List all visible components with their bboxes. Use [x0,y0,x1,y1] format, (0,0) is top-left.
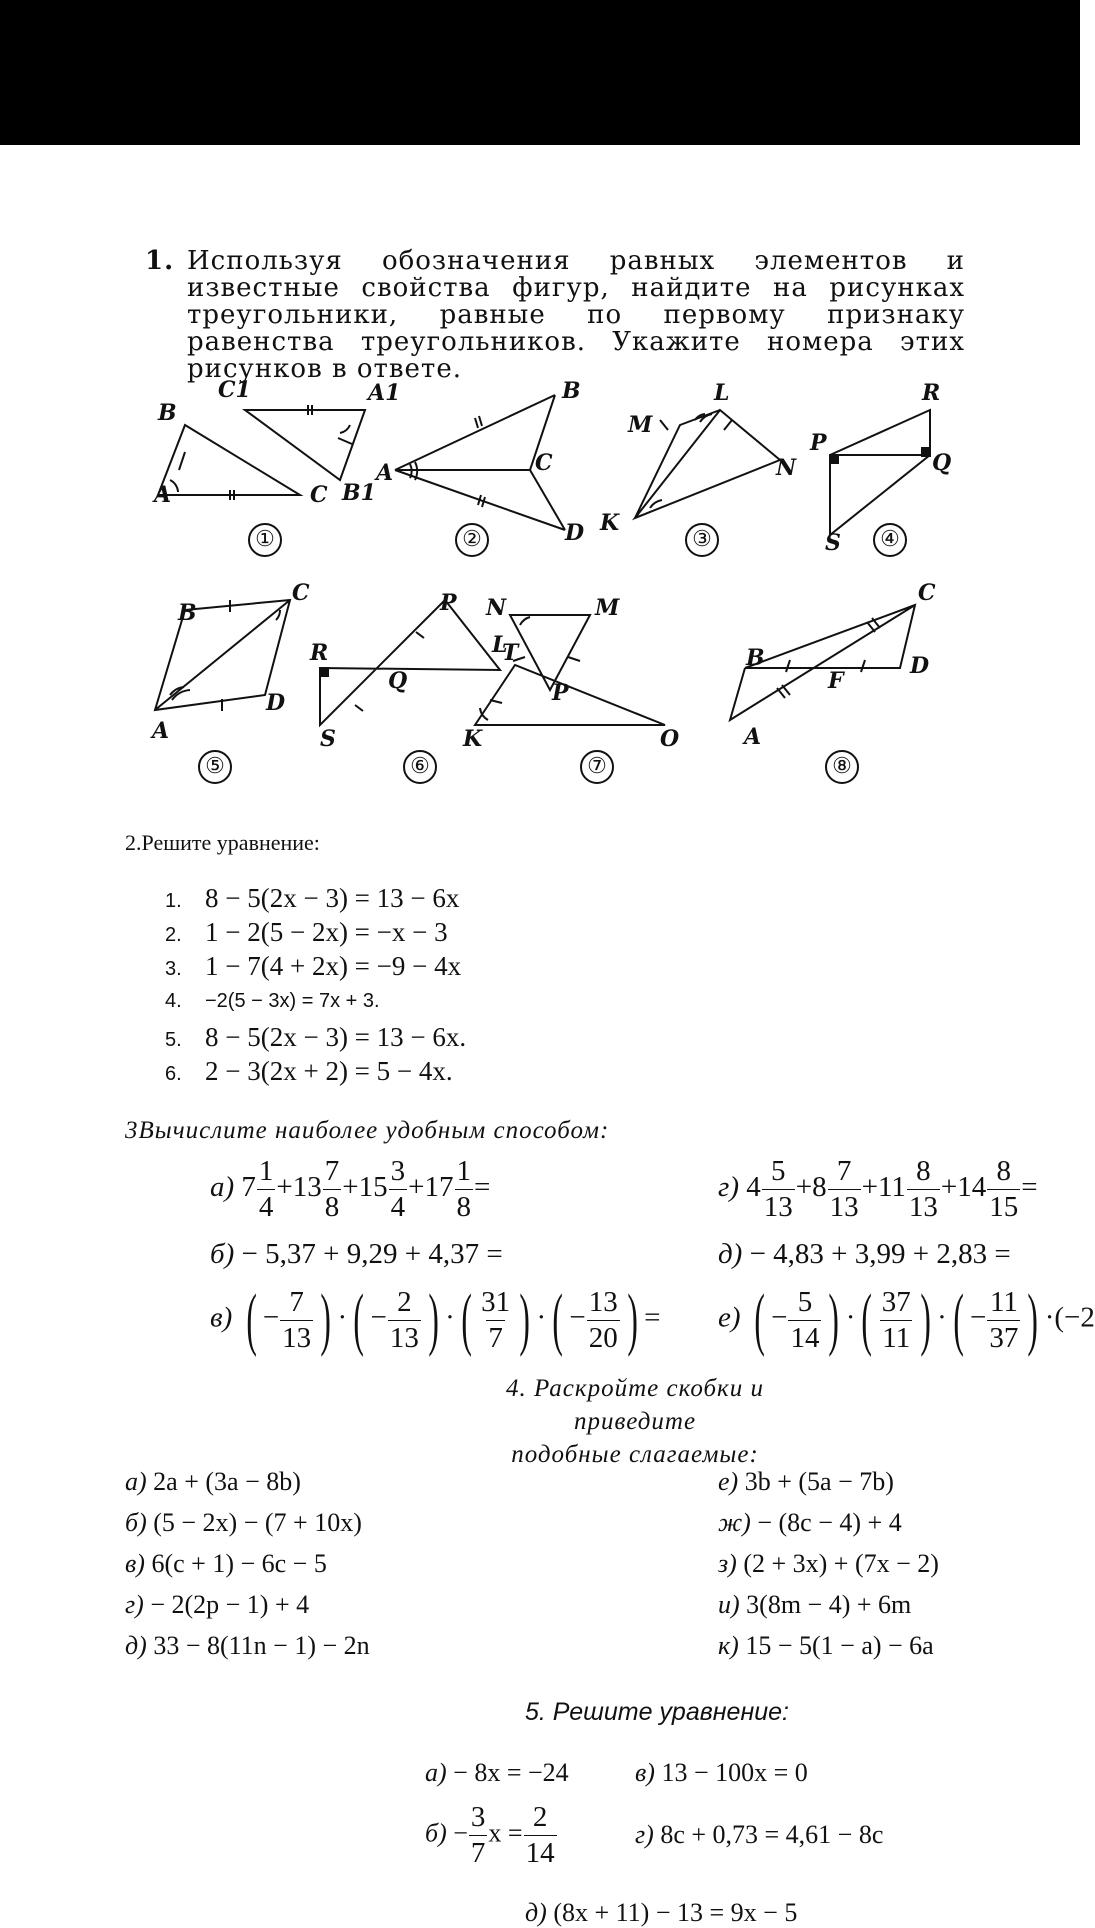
task5-eq-a: а) − 8x = −24 [425,1758,569,1787]
fig2-label-b: B [562,378,581,404]
task2-item-4: 4. −2(5 − 3x) = 7x + 3. [165,990,380,1012]
task5-title: 5. Решите уравнение: [525,1698,789,1726]
fig7-label-n: N [486,595,507,621]
task4-left-5: д) 33 − 8(11n − 1) − 2n [125,1631,370,1660]
task3-expr-a: а) 7 $\frac{1}{4}$ +13 $\frac{7}{8}$ +15 $\frac{3}{4}$ +17 $\frac{1}{8}$ = [210,1155,491,1223]
fig6-label-s: S [320,726,336,752]
task4-left-2: б) (5 − 2x) − (7 + 10x) [125,1508,362,1537]
fig7-label-l: L [492,632,508,658]
top-black-bar [0,0,1080,145]
figure-number-6: ⑥ [403,750,437,784]
fig5-label-a: A [152,718,170,744]
fig1-label-a: A [154,482,172,508]
figure-number-1: ① [248,523,282,557]
task5-eq-g: г) 8c + 0,73 = 4,61 − 8c [635,1820,884,1849]
fig7-label-m: M [595,595,620,621]
fig6-label-r: R [310,640,329,666]
fig4-label-r: R [922,380,941,406]
task4-right-3: з) (2 + 3x) + (7x − 2) [718,1549,939,1578]
task4-right-2: ж) − (8c − 4) + 4 [718,1508,902,1537]
task2-item-1: 1. 8 − 5(2x − 3) = 13 − 6x [165,883,460,913]
fig1-triangle-a1b1c1 [245,410,365,480]
task4-left-1: а) 2a + (3a − 8b) [125,1467,301,1496]
fig2-label-d: D [565,520,585,546]
fig1-label-b1: B1 [342,480,376,506]
task5-eq-d: д) (8x + 11) − 13 = 9x − 5 [525,1898,798,1927]
figure-number-7: ⑦ [580,750,614,784]
task2-item-2: 2. 1 − 2(5 − 2x) = −x − 3 [165,917,448,947]
fig7-label-p: P [552,680,569,706]
fig6-label-t: T [502,640,519,666]
task5-eq-v: в) 13 − 100x = 0 [635,1758,808,1787]
figure-number-2: ② [455,523,489,557]
fig3-label-l: L [714,380,730,406]
task1-text: Используя обозначения равных элементов и известные свойства фигур, найдите на рисунках треугольники, равные по первому признаку равенства треугольников. Укажите номера этих рисунков в ответе. [187,246,965,384]
figure-number-4: ④ [873,523,907,557]
task2-title: 2.Решите уравнение: [125,830,320,855]
fig1-label-c: C [310,482,328,508]
task3-expr-d: д) − 4,83 + 3,99 + 2,83 = [718,1238,1011,1270]
fig5-label-c: C [292,580,310,606]
fig2-label-a: A [376,460,394,486]
task4-right-5: к) 15 − 5(1 − a) − 6a [718,1631,934,1660]
fig4-label-p: P [810,430,827,456]
fig1-label-a1: A1 [368,380,401,406]
task2-item-6: 6. 2 − 3(2x + 2) = 5 − 4x. [165,1056,453,1086]
fig4-label-s: S [825,530,841,556]
task3-expr-v: в) ( − $\frac{7}{13}$ ) ·( − $\frac{2}{13}$ ) ·( $\frac{31}{7}$ ) ·( − $\frac{13}{20}$ ) = [210,1281,661,1358]
task4-right-4: и) 3(8m − 4) + 6m [718,1590,912,1619]
fig8-label-a: A [744,724,762,750]
fig2-label-c: C [535,450,553,476]
fig8-label-c: C [918,580,936,606]
task3-title: 3Вычислите наиболее удобным способом: [125,1117,610,1144]
geometry-figures [140,370,1080,790]
task3-expr-g: г) 4 $\frac{5}{13}$ +8 $\frac{7}{13}$ +11 $\frac{8}{13}$ +14 $\frac{8}{15}$ = [718,1155,1038,1223]
task2-item-5: 5. 8 − 5(2x − 3) = 13 − 6x. [165,1022,467,1052]
task3-expr-e: е) ( − $\frac{5}{14}$ ) ·( $\frac{37}{11}$ ) ·( − $\frac{11}{37}$ ) ·(−2 [718,1281,1095,1358]
fig8-label-f: F [828,668,844,694]
task4-title: 4. Раскройте скобки и приведите подобные слагаемые: [505,1375,765,1468]
figure-number-5: ⑤ [198,750,232,784]
task4-right-1: е) 3b + (5a − 7b) [718,1467,894,1496]
task4-left-4: г) − 2(2p − 1) + 4 [125,1590,310,1619]
fig6-label-p: P [440,590,457,616]
fig3-label-m: M [628,412,653,438]
task5-eq-b: б) − $\frac{3}{7}$ x = $\frac{2}{14}$ [425,1801,555,1869]
fig8-label-b: B [746,645,765,671]
fig3-label-k: K [600,510,620,536]
task1-block [145,248,965,383]
fig3-label-n: N [776,455,797,481]
fig5-label-b: B [178,600,197,626]
fig4-label-q: Q [932,450,952,476]
fig7-label-k: K [463,726,483,752]
task4-left-3: в) 6(c + 1) − 6c − 5 [125,1549,327,1578]
fig1-label-c1: C1 [218,377,251,403]
task2-item-3: 3. 1 − 7(4 + 2x) = −9 − 4x [165,951,462,981]
fig6-label-q: Q [388,668,408,694]
fig8-label-d: D [910,653,930,679]
fig1-label-b: B [158,400,177,426]
figure-number-8: ⑧ [825,750,859,784]
task1-number: 1. [145,246,175,276]
fig5-label-d: D [266,690,286,716]
task3-expr-b: б) − 5,37 + 9,29 + 4,37 = [210,1238,503,1270]
fig7-label-o: O [660,726,680,752]
figure-number-3: ③ [685,523,719,557]
